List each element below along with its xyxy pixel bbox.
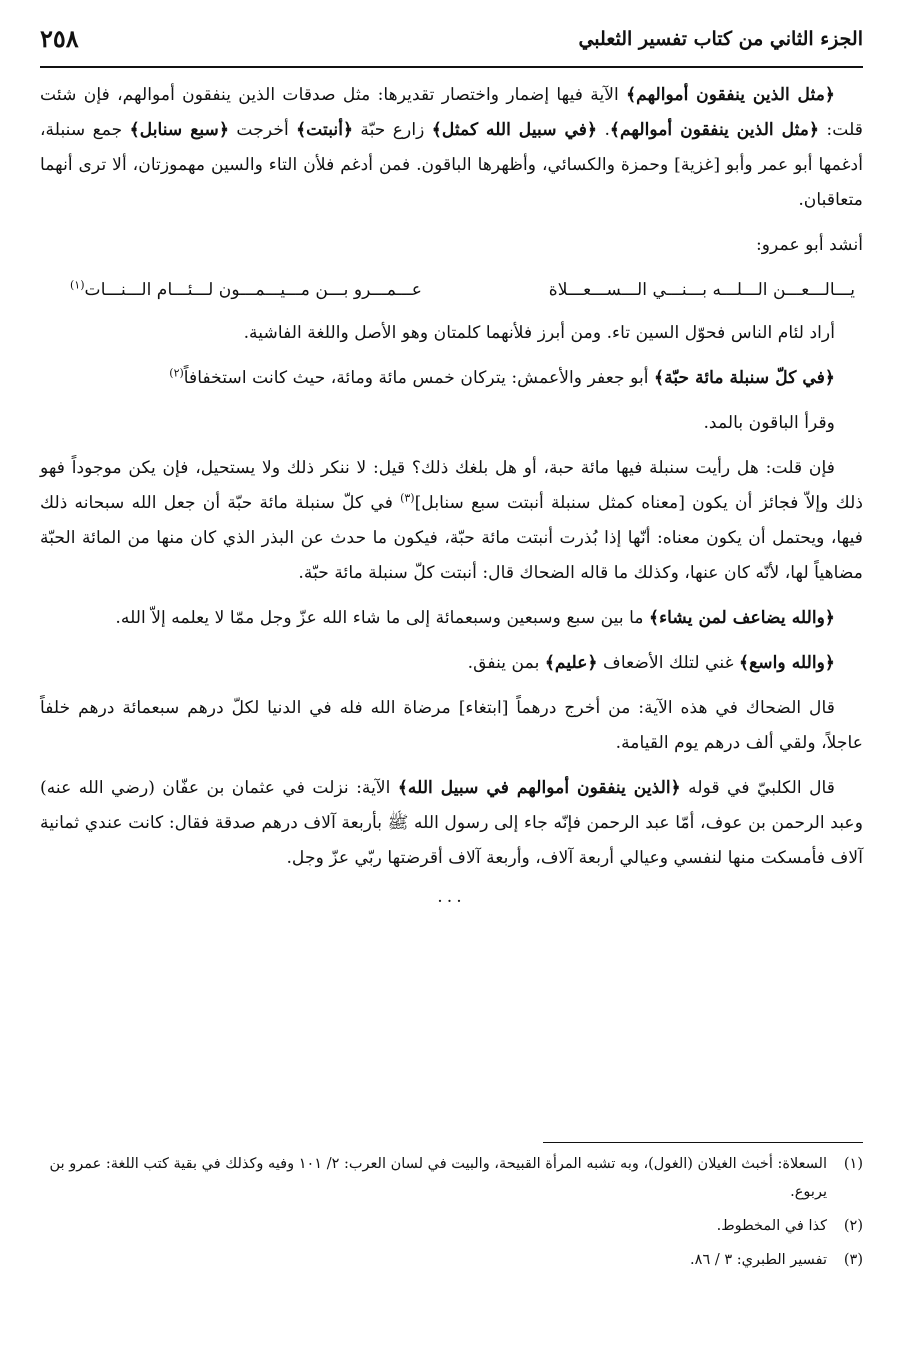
footnote-text: السعلاة: أخبث الغيلان (الغول)، وبه تشبه المرأة القبيحة، والبيت في لسان العرب: ٢/ ١٠١ وفيه وكذلك في بقية كتب اللغة: عمرو بن يربوع. bbox=[49, 1156, 827, 1200]
poem-verse bbox=[40, 273, 863, 308]
quran-quote: ﴿في سبيل الله كمثل﴾ bbox=[431, 120, 598, 140]
quran-quote: ﴿سبع سنابل﴾ bbox=[129, 120, 230, 140]
paragraph-8 bbox=[40, 646, 863, 681]
text-run: قال الكلبيّ في قوله bbox=[680, 778, 836, 798]
paragraph-6 bbox=[40, 451, 863, 591]
footnote-text: كذا في المخطوط. bbox=[716, 1218, 827, 1234]
footnote-2 bbox=[40, 1212, 863, 1240]
footnote-text: تفسير الطبري: ٣ / ٨٦. bbox=[690, 1252, 827, 1268]
text-run: الآية فيها إضمار واختصار تقديرها: مثل صدقات الذين ينفقون أموالهم، فإن شئت قلت: bbox=[40, 85, 863, 140]
page-header bbox=[40, 22, 863, 68]
quran-quote: ﴿في كلّ سنبلة مائة حبّة﴾ bbox=[654, 368, 835, 388]
quran-quote: ﴿والله واسع﴾ bbox=[739, 653, 835, 673]
footnote-divider bbox=[543, 1142, 863, 1143]
quran-quote: ﴿والله يضاعف لمن يشاء﴾ bbox=[649, 608, 835, 628]
quran-quote: ﴿عليم﴾ bbox=[544, 653, 598, 673]
paragraph-2: أنشد أبو عمرو: bbox=[755, 235, 863, 255]
text-run: زارع حبّة bbox=[353, 120, 432, 140]
footnote-number: (٢) bbox=[843, 1218, 863, 1234]
text-run: بمن ينفق. bbox=[467, 653, 545, 673]
poem-hemistich-left bbox=[70, 273, 422, 308]
paragraph-4 bbox=[40, 361, 863, 396]
footnote-ref: (١) bbox=[70, 278, 85, 292]
quran-quote: ﴿مثل الذين ينفقون أموالهم﴾ bbox=[609, 120, 820, 140]
paragraph-5: وقرأ الباقون بالمد. bbox=[703, 413, 835, 433]
text-run: فإن قلت: هل رأيت سنبلة فيها مائة حبة، أو هل بلغك ذلك؟ قيل: لا ننكر ذلك ولا يستحيل، فإن يكن موجوداً فهو ذلك وإلاّ فجائز أن يكون [معناه كمثل سنبلة أنبتت سبع سنابل] bbox=[40, 458, 863, 513]
footnote-number: (٣) bbox=[843, 1252, 863, 1268]
paragraph-9: قال الضحاك في هذه الآية: من أخرج درهماً [ابتغاء] مرضاة الله فله في الدنيا لكلّ درهم سبعمائة درهم خلفاً عاجلاً، ولقي ألف درهم يوم القيامة. bbox=[40, 698, 863, 753]
poem-left-text: عـــمـــرو بـــن مـــيـــمـــون لـــئـــام الـــنـــات bbox=[84, 280, 423, 300]
paragraph-1 bbox=[40, 78, 863, 218]
poem-hemistich-right: يـــالـــعـــن الـــلـــه بـــنـــي الـــســـعـــلاة bbox=[548, 280, 855, 300]
footnote-1 bbox=[40, 1150, 863, 1206]
text-run: أبو جعفر والأعمش: يتركان خمس مائة ومائة، حيث كانت استخفافاً bbox=[183, 368, 655, 388]
footnote-ref: (٣) bbox=[400, 491, 415, 505]
text-run: . bbox=[597, 120, 610, 140]
page-number: ٢٥٨ bbox=[40, 24, 79, 53]
quran-quote: ﴿مثل الذين ينفقون أموالهم﴾ bbox=[626, 85, 835, 105]
quran-quote: ﴿أنبتت﴾ bbox=[296, 120, 354, 140]
footnotes bbox=[40, 1150, 863, 1280]
ellipsis-mark: ... bbox=[437, 887, 466, 907]
paragraph-7 bbox=[40, 601, 863, 636]
quran-quote: ﴿الذين ينفقون أموالهم في سبيل الله﴾ bbox=[397, 778, 681, 798]
footnote-ref: (٢) bbox=[169, 366, 184, 380]
text-run: أخرجت bbox=[229, 120, 297, 140]
text-run: ما بين سبع وسبعين وسبعمائة إلى ما شاء الله عزّ وجل ممّا لا يعلمه إلاّ الله. bbox=[115, 608, 650, 628]
running-title: الجزء الثاني من كتاب تفسير الثعلبي bbox=[578, 28, 863, 50]
text-run: في كلّ سنبلة مائة حبّة أن جعل الله سبحانه ذلك فيها، ويحتمل أن يكون معناه: أنّها إذا بُذرت أنبتت مائة حبّة، فيكون ما حدث عن البذر الذي كان منها من المائة الحبّة مضاهياً لها، لأنّه كان عنها، وكذلك ما قاله الضحاك قال: أنبتت كلّ سنبلة مائة حبّة. bbox=[40, 493, 863, 583]
main-text bbox=[40, 78, 863, 915]
text-run: غني لتلك الأضعاف bbox=[597, 653, 740, 673]
paragraph-3: أراد لئام الناس فحوّل السين تاء. ومن أبرز فلأنهما كلمتان وهو الأصل واللغة الفاشية. bbox=[243, 323, 835, 343]
footnote-number: (١) bbox=[843, 1156, 863, 1172]
text-run: جمع سنبلة، أدغمها أبو عمر وأبو [غزية] وحمزة والكسائي، وأظهرها الباقون. فمن أدغم فلأن التاء والسين مهموزتان، ألا ترى أنهما متعاقبان. bbox=[40, 120, 863, 210]
text-run: الآية: نزلت في عثمان بن عفّان (رضي الله عنه) وعبد الرحمن بن عوف، أمّا عبد الرحمن فإنّه جاء إلى رسول الله ﷺ بأربعة آلاف درهم صدقة فقال: كانت عندي ثمانية آلاف فأمسكت منها لنفسي وعيالي أربعة آلاف، وأربعة آلاف أقرضتها ربّي عزّ وجل. bbox=[40, 778, 863, 868]
footnote-3 bbox=[40, 1246, 863, 1274]
paragraph-10 bbox=[40, 771, 863, 876]
